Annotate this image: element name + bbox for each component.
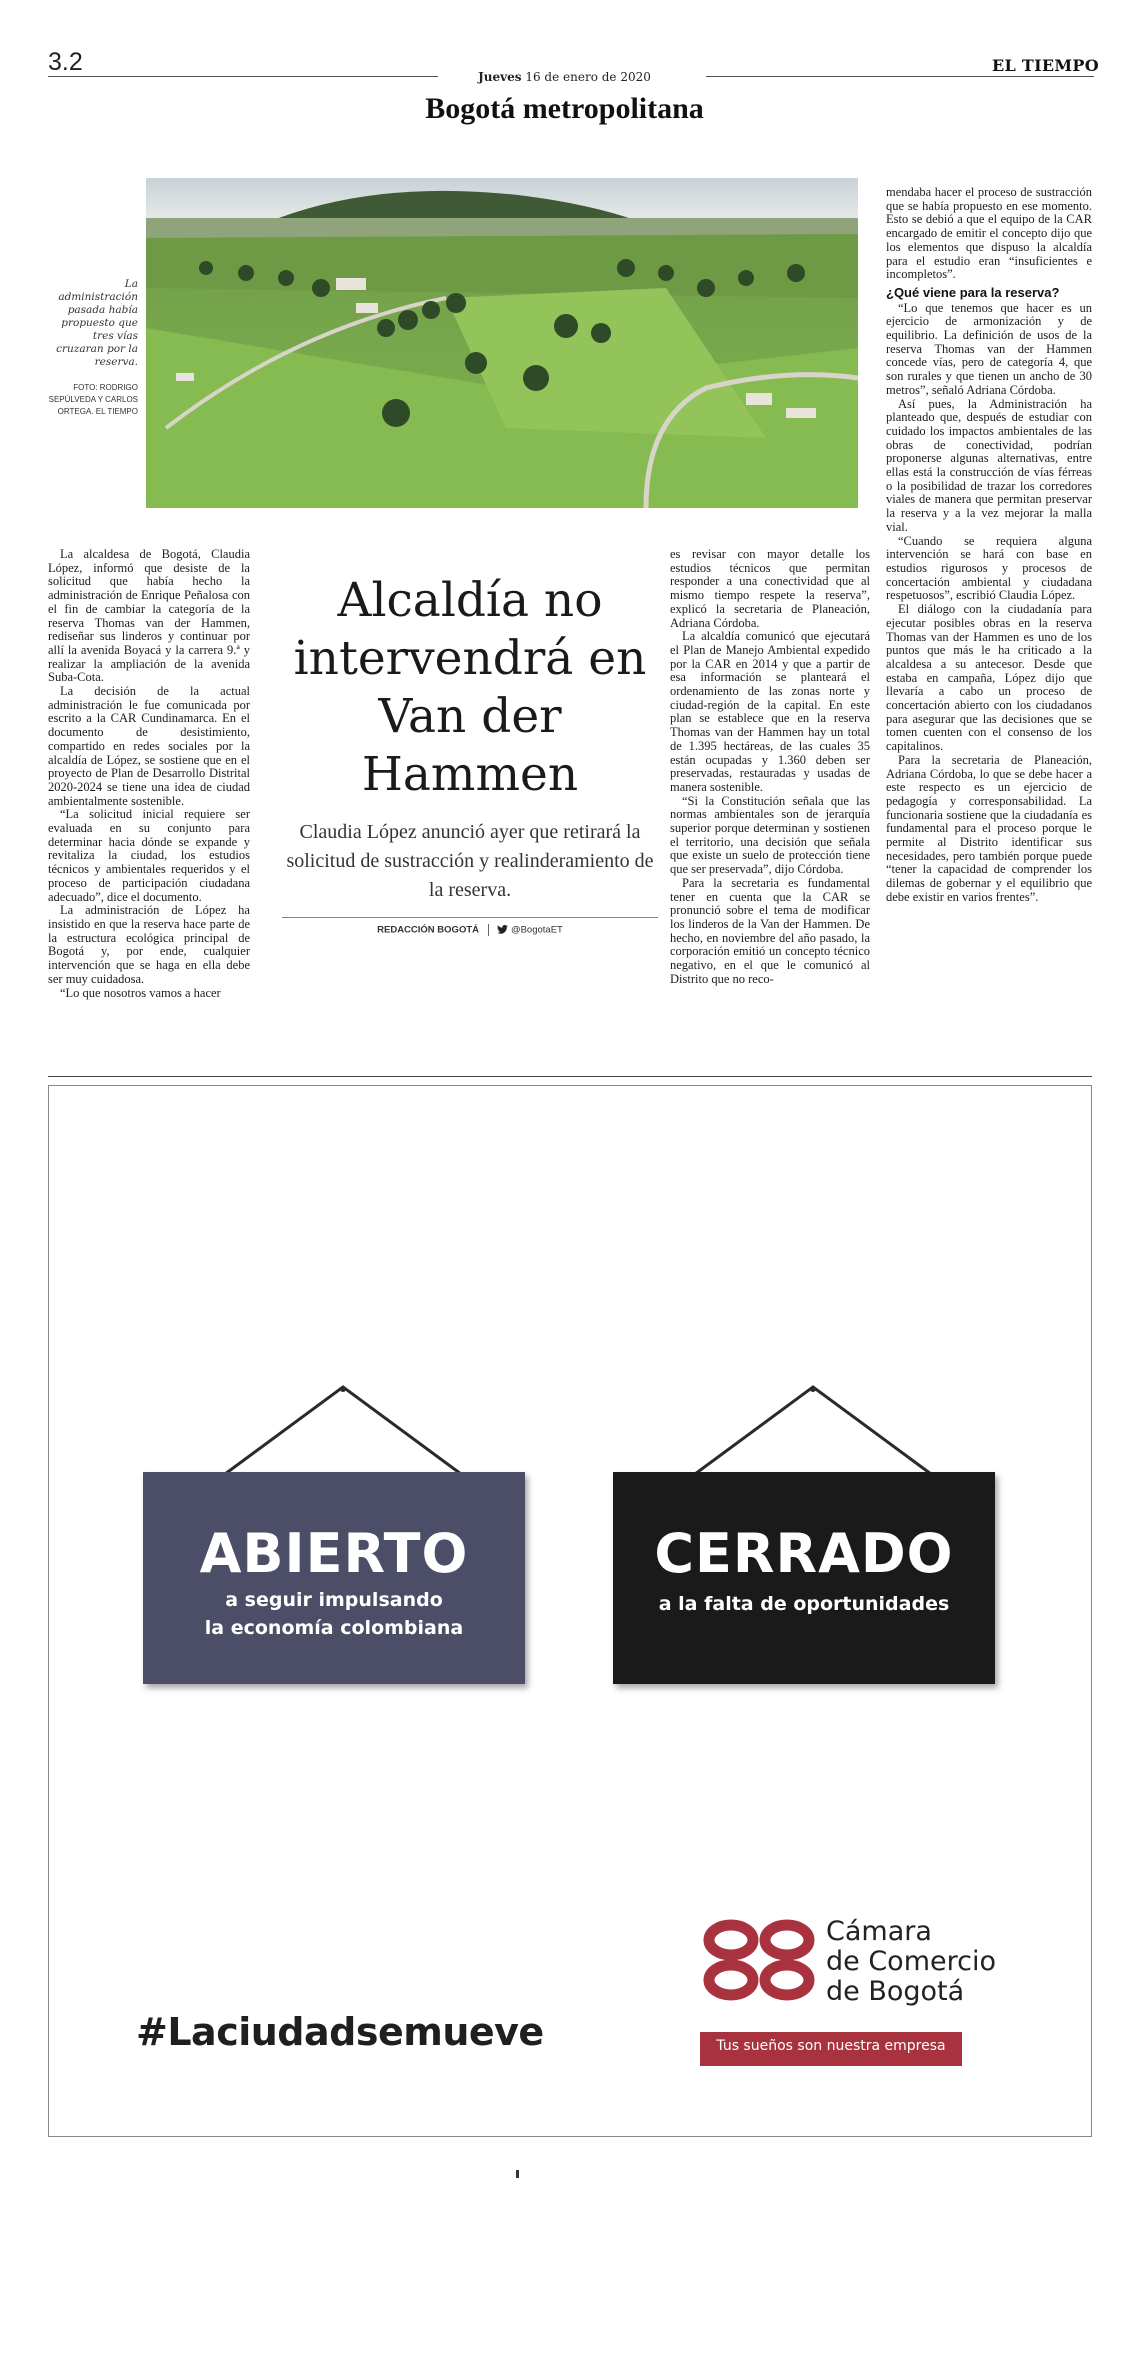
photo-caption: La administración pasada había propuesto que tres vías cruzaran por la reserva. [56, 278, 138, 368]
paragraph: “La solicitud inicial requiere ser evaluada en su conjunto para determinar hacia dónde se expande y revitaliza la ciudad, los estudios técnicos y ambientales requeridos y el proceso de participación ciudadana adecuado”, dice el documento. [48, 807, 250, 904]
photo-credit: FOTO: RODRIGO SEPÚLVEDA Y CARLOS ORTEGA. EL TIEMPO [48, 383, 138, 416]
page-number: 3.2 [48, 48, 83, 76]
sign-closed-title: CERRADO [654, 1522, 954, 1585]
byline-rule [282, 917, 658, 918]
aerial-photo-illustration [146, 178, 858, 508]
ad-separator [48, 1076, 1092, 1077]
sign-open-line2: la economía colombiana [204, 1617, 464, 1639]
ccb-tagline: Tus sueños son nuestra empresa [700, 2032, 962, 2066]
paragraph: Así pues, la Administración ha planteado que, después de estudiar con cuidado los impactos ambientales de las obras de conectividad, podrían proponerse algunas alternativas, entre ellas está la construcción de vías férreas o la posibilidad de trazar los corredores viales de manera que permitan preservar la reserva y a la vez mejorar la malla vial. [886, 396, 1092, 534]
paragraph: Para la secretaria de Planeación, Adriana Córdoba, lo que se debe hacer a este respecto es un ejercicio de pedagogía y corresponsabilidad. La funcionaria sostiene que la ciudadanía es fundamental para el proceso porque le permite al Distrito identificar sus necesidades, pero también porque puede “tener la capacidad de comprender los dilemas de gobernar y el equilibrio que debe existir en varios frentes”. [886, 752, 1092, 904]
paragraph: La decisión de la actual administración le fue comunicada por escrito a la CAR Cundinamarca. En el documento de desistimiento, compartido en redes sociales por la alcaldía de López, se sostiene que en el proyecto de Plan de Desarrollo Distrital 2020-2024 se tiene una idea de ciudad ambientalmente sostenible. [48, 684, 250, 808]
ccb-name-line2: de Comercio [826, 1946, 996, 1977]
byline-divider [488, 924, 489, 936]
byline-handle[interactable]: @BogotaET [510, 924, 563, 936]
issue-date-rest: 16 de enero de 2020 [525, 70, 651, 84]
article-column-4 [886, 186, 1092, 905]
ccb-name-line3: de Bogotá [826, 1976, 965, 2007]
paragraph: mendaba hacer el proceso de sustracción que se había propuesto en ese momento. Esto se debió a que el equipo de la CAR encargado de emitir el concepto dijo que los elementos que dispuso la alcaldía para el estudio eran “insuficientes e incompletos”. [886, 185, 1092, 282]
paragraph: “Lo que nosotros vamos a hacer [60, 985, 221, 1000]
article-column-3 [670, 548, 870, 987]
paragraph: La alcaldesa de Bogotá, Claudia López, informó que desiste de la solicitud que había hecho la administración de Enrique Peñalosa con el fin de cambiar la categoría de la reserva Thomas van der Hammen, rediseñar sus linderos y continuar por allí la avenida Boyacá y la carrera 9.ª y realizar la ampliación de la avenida Suba-Cota. [48, 547, 250, 685]
subheading: ¿Qué viene para la reserva? [886, 284, 1060, 300]
paragraph: “Lo que tenemos que hacer es un ejercicio de armonización y de equilibrio. La definición de usos de la reserva Thomas van der Hammen concede vías, pero de categoría 4, que son rurales y que tienen un ancho de 30 metros”, señaló Adriana Córdoba. [886, 300, 1092, 397]
sign-open [143, 1472, 525, 1684]
article-headline: Alcaldía no intervendrá en Van der Hammen [293, 573, 647, 802]
ccb-logo-icon [701, 1916, 819, 2006]
article-subhead: Claudia López anunció ayer que retirará la solicitud de sustracción y realinderamiento de la reserva. [286, 821, 654, 901]
paragraph: “Cuando se requiera alguna intervención se hará con base en estudios rigurosos y procesos de concertación ambiental y ciudadana respetuosos”, escribió Claudia López. [886, 533, 1092, 603]
newspaper-brand: EL TIEMPO [992, 56, 1099, 75]
sign-open-title: ABIERTO [199, 1522, 469, 1585]
article-column-1 [48, 548, 250, 1000]
byline [282, 924, 658, 946]
sign-closed-line1: a la falta de oportunidades [658, 1593, 950, 1615]
paragraph: Para la secretaria es fundamental tener en cuenta que la CAR se pronunció sobre el tema de modificar los linderos de la Van der Hammen. De hecho, en noviembre del año pasado, la corporación emitió un concepto técnico negativo, en el que le comunicó al Distrito que no reco- [670, 875, 870, 986]
page-mark [516, 2170, 519, 2178]
paragraph: “Si la Constitución señala que las normas ambientales son de jerarquía superior porque determinan y sostienen el territorio, una decisión que señala que existe un suelo de protección tiene que ser preservada”, dijo Córdoba. [670, 793, 870, 877]
section-title: Bogotá metropolitana [425, 92, 704, 125]
ccb-name-line1: Cámara [826, 1916, 932, 1947]
paragraph: El diálogo con la ciudadanía para ejecutar posibles obras en la reserva Thomas van der Hammen es uno de los puntos que más le ha criticado a la alcaldesa a su antecesor. Desde que estaba en campaña, López dijo que llevaría a cabo un proceso de concertación abierto con los ciudadanos para asegurar que las decisiones que se tomen cuenten con el consenso de los capitalinos. [886, 602, 1092, 754]
sign-open-line1: a seguir impulsando [225, 1589, 443, 1611]
paragraph: es revisar con mayor detalle los estudios técnicos que permitan responder a una conectividad que al mismo tiempo respete la reserva”, explicó la secretaria de Planeación, Adriana Córdoba. [670, 547, 870, 630]
paragraph: La administración de López ha insistido en que la reserva hace parte de la estructura ecológica principal de Bogotá y, por ende, cualquier intervención que se haga en ella debe ser muy cuidadosa. [48, 903, 250, 986]
sign-closed [613, 1472, 995, 1684]
paragraph: La alcaldía comunicó que ejecutará el Plan de Manejo Ambiental expedido por la CAR en 2014 y que a partir de esa información se planteará el ordenamiento de las zonas norte y ciudad-región de la capital. En este plan se establece que en la reserva Thomas van der Hammen hay un total de 1.395 hectáreas, de las cuales 35 están ocupadas y 1.360 deben ser preservadas, restauradas y usadas de manera sostenible. [670, 629, 870, 794]
twitter-icon [497, 925, 511, 936]
issue-date [0, 70, 1129, 84]
issue-date-day: Jueves [478, 70, 522, 84]
campaign-hashtag: #Laciudadsemueve [136, 2010, 544, 2054]
aerial-photo [146, 178, 858, 508]
byline-author: REDACCIÓN BOGOTÁ [377, 924, 480, 936]
ccb-name [826, 1917, 996, 2007]
